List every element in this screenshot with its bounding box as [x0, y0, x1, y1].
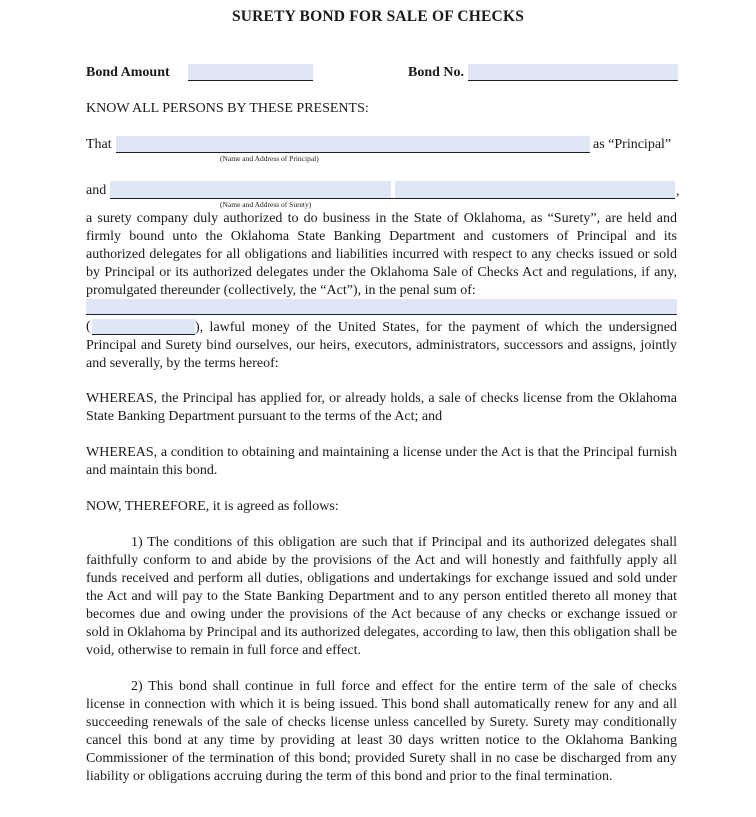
bond-amount-underline: [188, 80, 313, 81]
whereas-paragraph-1: WHEREAS, the Principal has applied for, or already holds, a sale of checks license from the Oklahoma State Banking Department pursuant to the terms of the Act; and: [86, 391, 677, 424]
clause-1-paragraph: 1) The conditions of this obligation are such that if Principal and its authorized delegates shall faithfully conform to and abide by the provisions of the Act and will honestly and faithfully apply all funds received and perform all duties, obligations and undertakings for exchange issued and sold under the Act and will pay to the State Banking Department and to any person entitled thereto all money that becomes due and owing under the provisions of the Act because of any checks or exchange issued or sold in Oklahoma by Principal and its authorized delegates, according to law, then this obligation shall be void, otherwise to remain in full force and effect.: [86, 535, 677, 658]
money-paragraph: ), lawful money of the United States, for the payment of which the undersigned Principal and Surety bind ourselves, our heirs, executors, administrators, successors and assigns, jointly and severally, by the terms hereof:: [86, 320, 677, 371]
surety-field-right[interactable]: [395, 181, 675, 198]
principal-underline: [116, 152, 590, 153]
bond-amount-field[interactable]: [188, 64, 313, 80]
sum-open-paren: (: [86, 319, 91, 334]
surety-paragraph: a surety company duly authorized to do business in the State of Oklahoma, as “Surety”, are held and firmly bound unto the Oklahoma State Banking Department and customers of Principal and its authorized delegates for all obligations and liabilities incurred with respect to any checks issued or sold by Principal or its authorized delegates under the Oklahoma Sale of Checks Act and regulations, if any, promulgated thereunder (collectively, the “Act”), in the penal sum of:: [86, 211, 677, 298]
principal-caption: (Name and Address of Principal): [220, 154, 319, 163]
principal-field[interactable]: [116, 136, 590, 152]
clause-2-paragraph: 2) This bond shall continue in full force and effect for the entire term of the sale of checks license in connection with which it is being issued. This bond shall automatically renew for any and all succeeding renewals of the sale of checks license unless cancelled by Surety. Surety may conditionally cancel this bond at any time by providing at least 30 days written notice to the Oklahoma Banking Commissioner of the termination of this bond; provided Surety shall in no case be discharged from any liability or obligations accruing during the term of this bond and prior to the final termination.: [86, 679, 677, 784]
surety-comma: ,: [676, 184, 680, 199]
as-principal-label: as “Principal”: [593, 137, 672, 152]
document-title: SURETY BOND FOR SALE OF CHECKS: [231, 8, 525, 25]
that-label: That: [86, 137, 112, 152]
penal-sum-underline: [86, 314, 677, 315]
bond-no-field[interactable]: [468, 64, 678, 80]
bond-no-underline: [468, 80, 678, 81]
surety-caption: (Name and Address of Surety): [220, 200, 312, 209]
now-therefore-heading: NOW, THEREFORE, it is agreed as follows:: [86, 499, 339, 514]
penal-sum-field[interactable]: [86, 299, 677, 314]
know-all-heading: KNOW ALL PERSONS BY THESE PRESENTS:: [86, 101, 369, 116]
and-label: and: [86, 183, 107, 198]
whereas-paragraph-2: WHEREAS, a condition to obtaining and maintaining a license under the Act is that the Principal furnish and maintain this bond.: [86, 445, 677, 478]
surety-underline: [110, 198, 675, 199]
bond-no-label: Bond No.: [408, 65, 465, 80]
bond-amount-label: Bond Amount: [86, 65, 170, 80]
surety-field-left[interactable]: [110, 181, 391, 198]
